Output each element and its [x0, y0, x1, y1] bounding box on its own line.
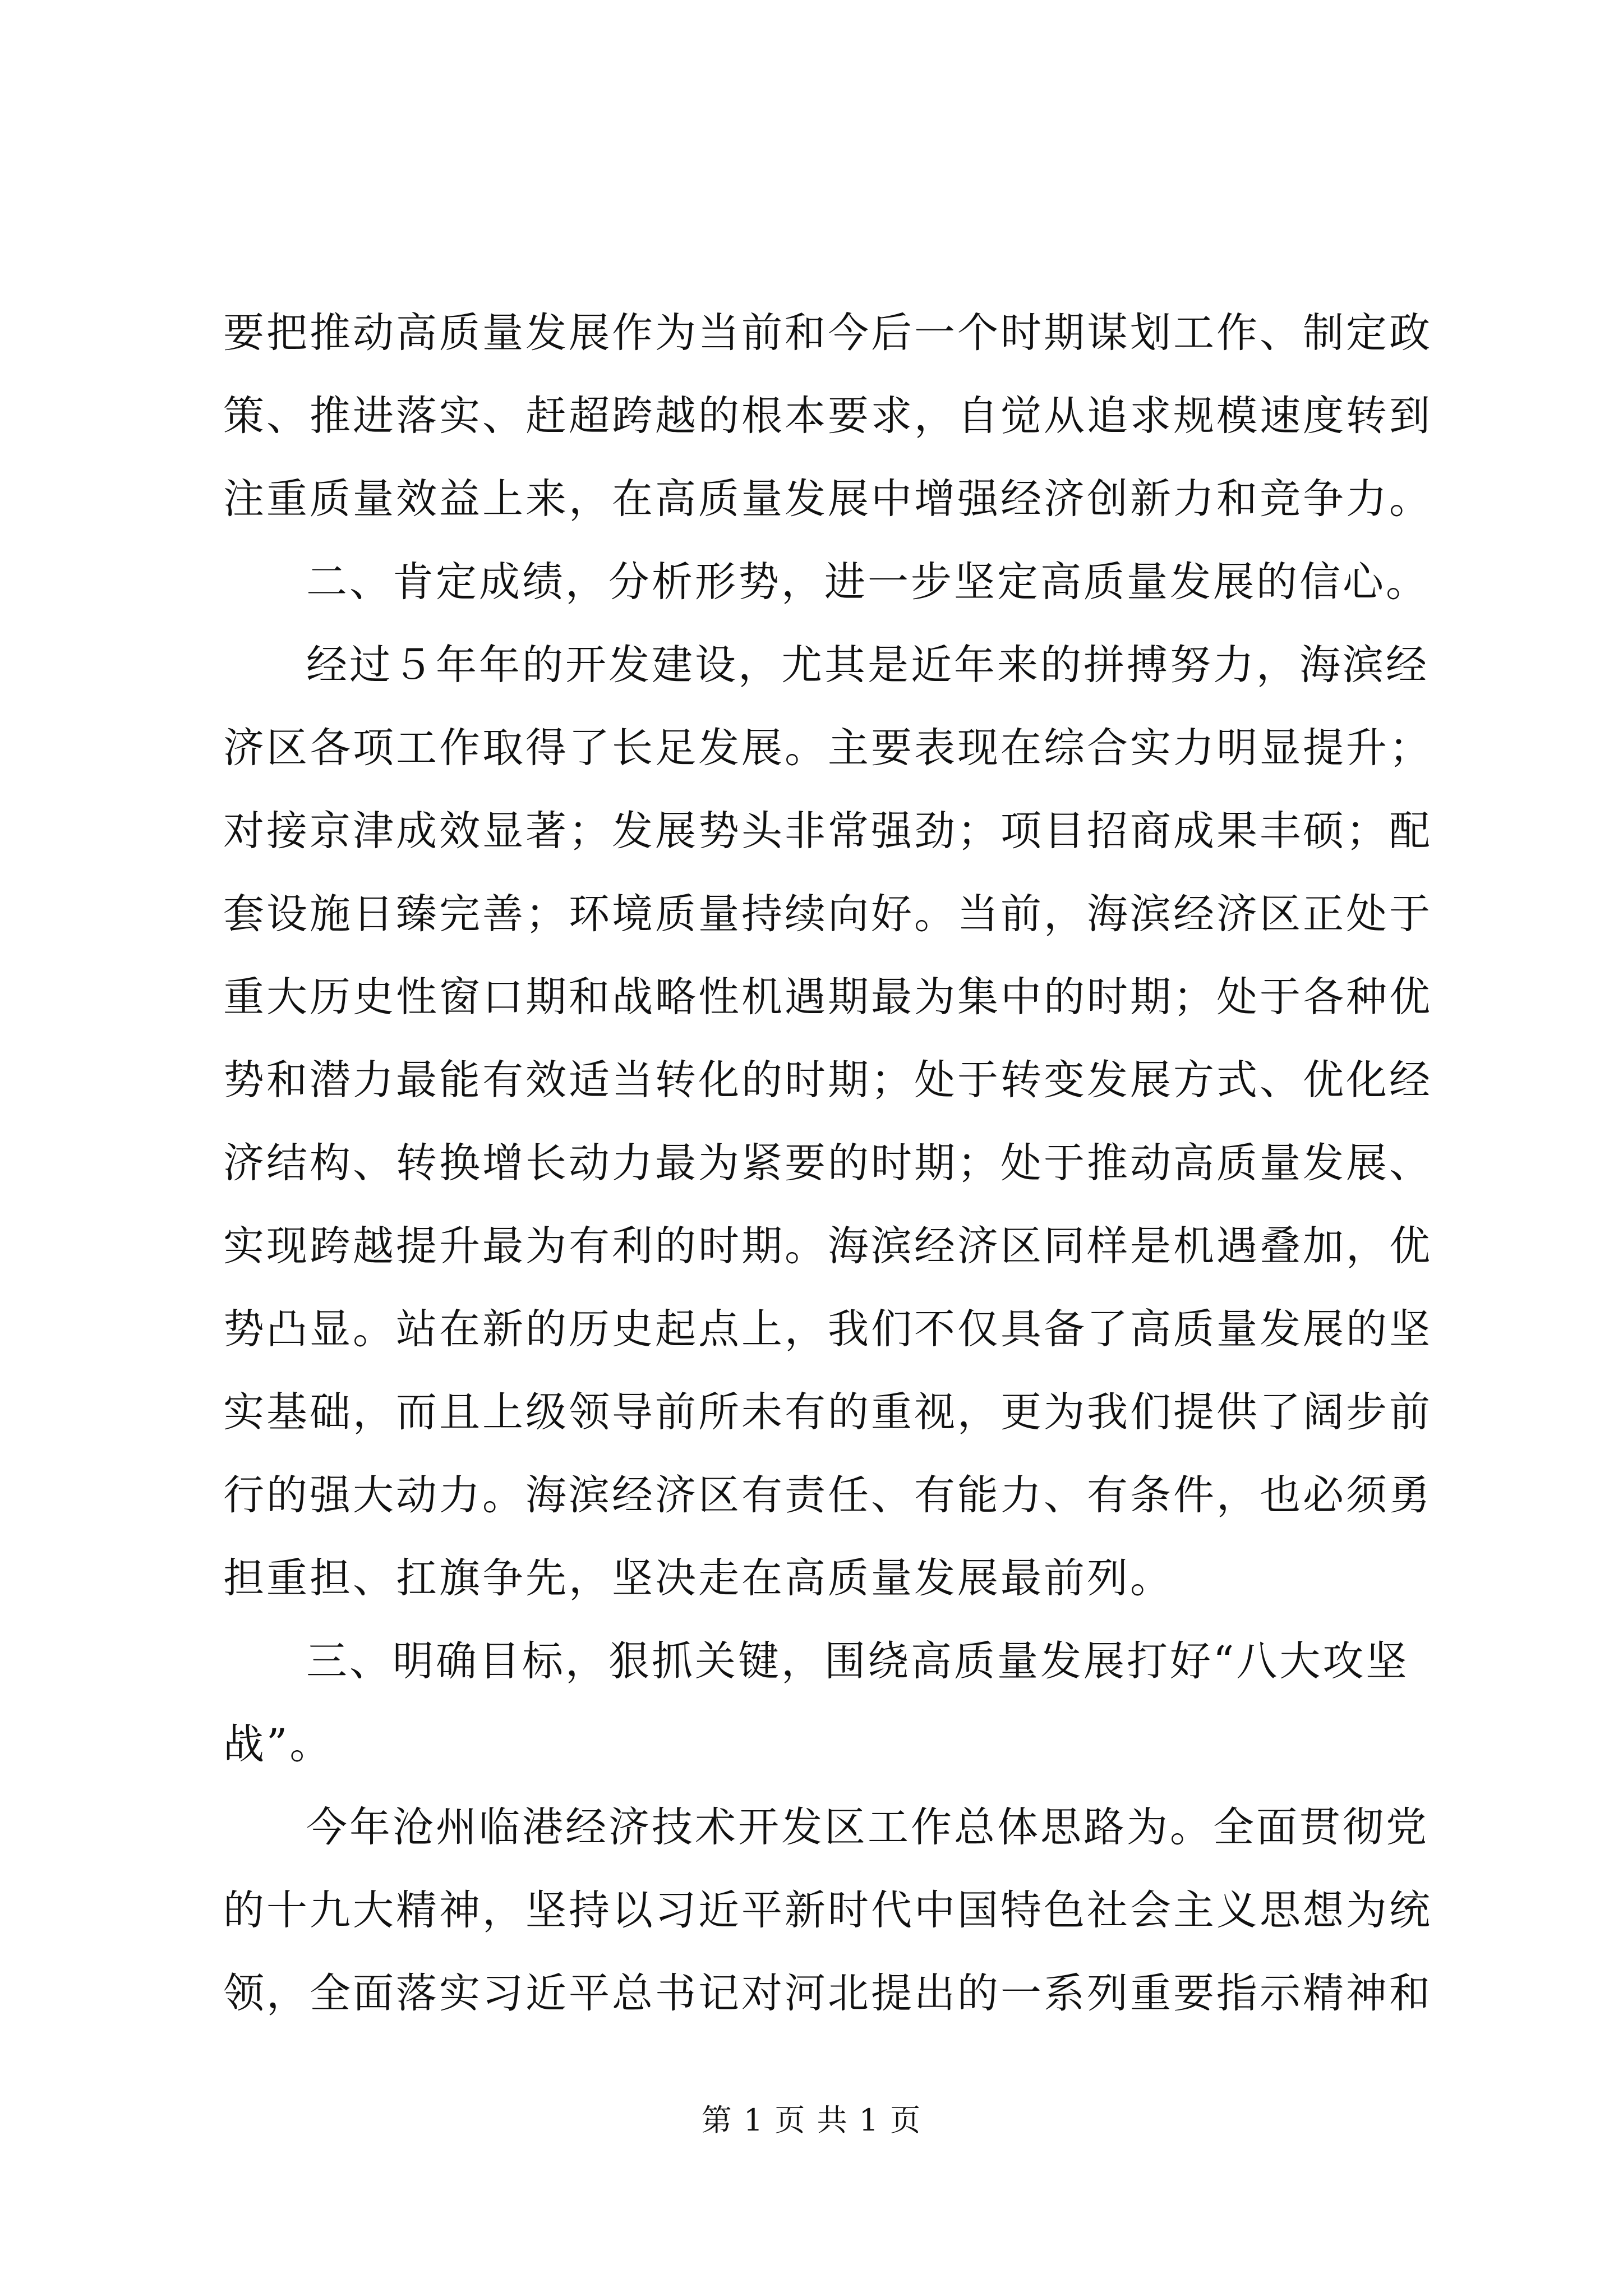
section-heading-3: [223, 1620, 1418, 1786]
heading-line: 二、肯定成绩，分析形势，进一步坚定高质量发展的信心。: [306, 558, 1429, 606]
text-line: 注重质量效益上来，在高质量发展中增强经济创新力和竞争力。: [223, 475, 1432, 523]
text-line: 行的强大动力。海滨经济区有责任、有能力、有条件，也必须勇: [223, 1471, 1432, 1519]
text-line: 经过５年年的开发建设，尤其是近年来的拼搏努力，海滨经: [306, 641, 1429, 689]
text-line: 实现跨越提升最为有利的时期。海滨经济区同样是机遇叠加，优: [223, 1222, 1432, 1270]
text-line: 济区各项工作取得了长足发展。主要表现在综合实力明显提升；: [223, 724, 1432, 772]
text-line: 要把推动高质量发展作为当前和今后一个时期谋划工作、制定政: [223, 309, 1432, 357]
document-body: [223, 292, 1432, 2035]
text-line: 策、推进落实、赶超跨越的根本要求，自觉从追求规模速度转到: [223, 392, 1432, 440]
text-line: 套设施日臻完善；环境质量持续向好。当前，海滨经济区正处于: [223, 890, 1432, 938]
section-heading-2: [223, 541, 1429, 624]
text-line: 担重担、扛旗争先，坚决走在高质量发展最前列。: [223, 1554, 1173, 1602]
paragraph-5: [223, 1786, 1432, 2035]
heading-line: 战”。: [223, 1720, 333, 1768]
heading-line: 三、明确目标，狠抓关键，围绕高质量发展打好“八大攻坚: [306, 1637, 1409, 1685]
text-line: 实基础，而且上级领导前所未有的重视，更为我们提供了阔步前: [223, 1388, 1432, 1436]
text-line: 今年沧州临港经济技术开发区工作总体思路为。全面贯彻党: [306, 1803, 1429, 1851]
paragraph-1: [223, 292, 1432, 541]
text-line: 济结构、转换增长动力最为紧要的时期；处于推动高质量发展、: [223, 1139, 1432, 1187]
text-line: 对接京津成效显著；发展势头非常强劲；项目招商成果丰硕；配: [223, 807, 1432, 855]
text-line: 势和潜力最能有效适当转化的时期；处于转变发展方式、优化经: [223, 1056, 1432, 1104]
page-footer: [0, 2101, 1623, 2140]
paragraph-3: [223, 624, 1432, 1620]
text-line: 重大历史性窗口期和战略性机遇期最为集中的时期；处于各种优: [223, 973, 1432, 1021]
text-line: 势凸显。站在新的历史起点上，我们不仅具备了高质量发展的坚: [223, 1305, 1432, 1353]
text-line: 的十九大精神，坚持以习近平新时代中国特色社会主义思想为统: [223, 1887, 1432, 1934]
text-line: 领，全面落实习近平总书记对河北提出的一系列重要指示精神和: [223, 1970, 1432, 2017]
page-number-label: 第 1 页 共 1 页: [701, 2102, 922, 2138]
